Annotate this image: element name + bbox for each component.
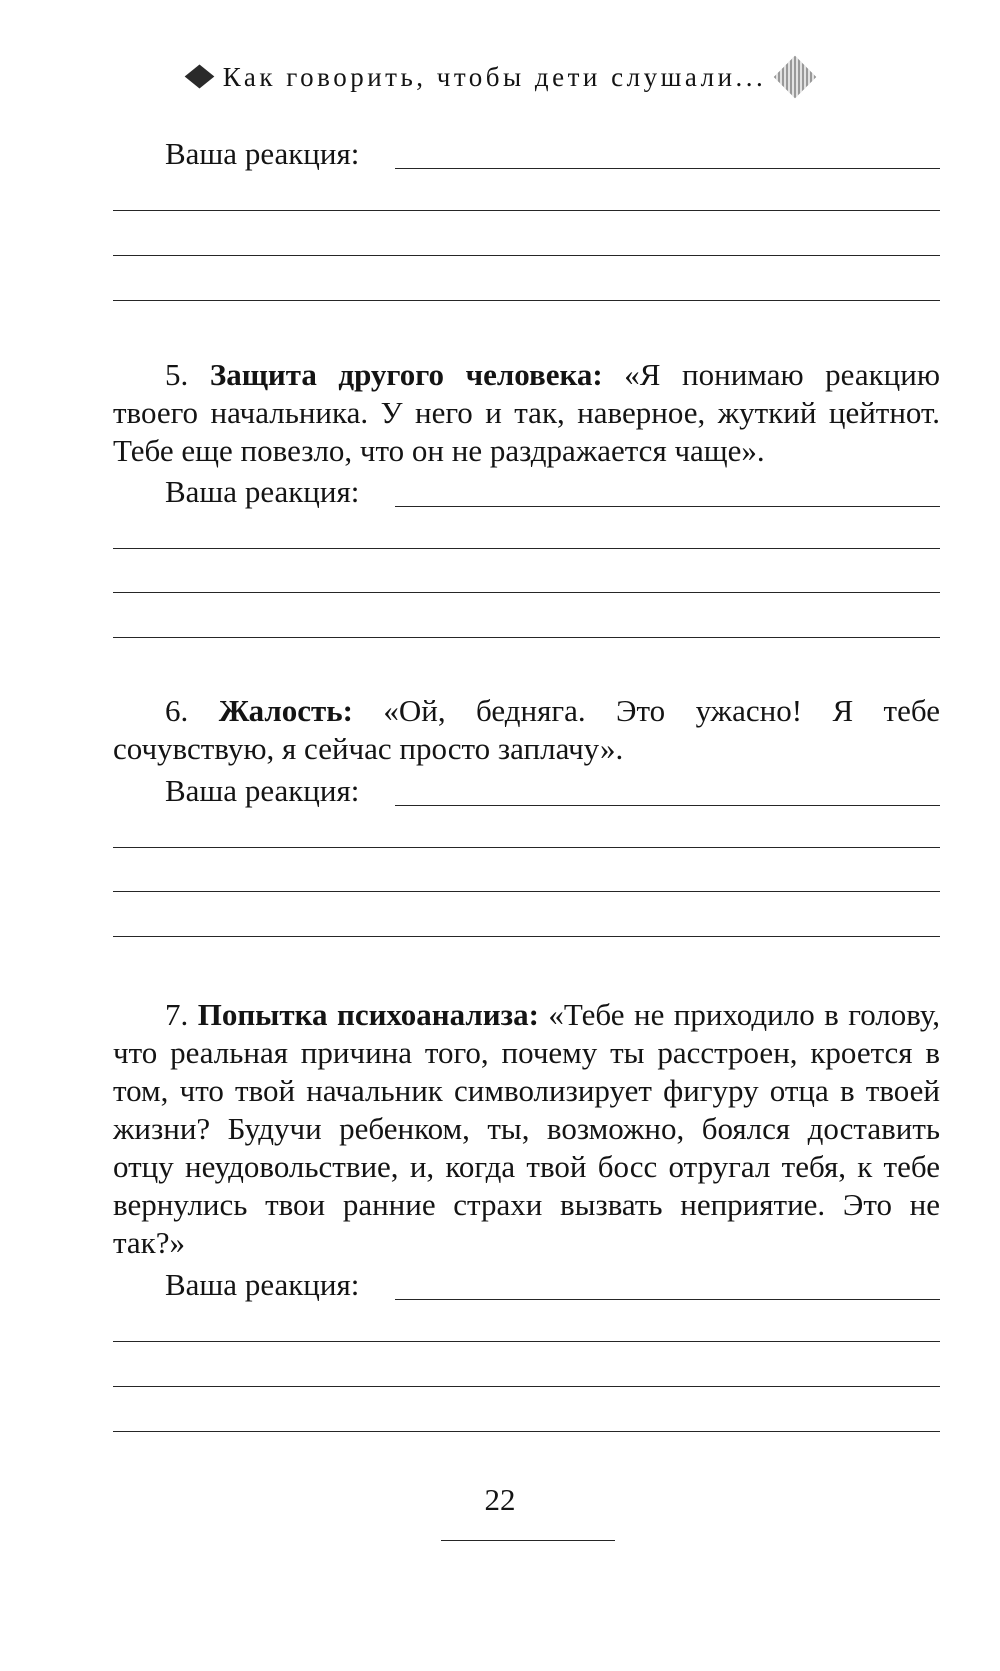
item-number: 6.	[165, 693, 189, 728]
diamond-bullet-icon	[184, 65, 214, 89]
response-label: Ваша реакция:	[165, 474, 360, 509]
response-line	[113, 548, 940, 549]
response-line	[113, 936, 940, 937]
item-quote: «Ой, бедняга. Это ужасно! Я тебе сочувствую, я сейчас просто заплачу».	[113, 693, 940, 766]
exercise-item-7	[113, 996, 940, 1262]
response-label: Ваша реакция:	[165, 1267, 360, 1302]
item-number: 7.	[165, 997, 189, 1032]
running-title: Как говорить, чтобы дети слушали...	[222, 61, 767, 92]
response-line	[113, 300, 940, 301]
response-blank	[395, 168, 940, 169]
response-blank	[395, 506, 940, 507]
exercise-item-5	[113, 356, 940, 470]
running-header	[0, 56, 1000, 92]
response-label: Ваша реакция:	[165, 136, 360, 171]
item-quote: «Я понимаю реакцию твоего начальника. У него и так, наверное, жуткий цейтнот. Тебе еще повезло, что он не раздражается чаще».	[113, 357, 940, 468]
response-line	[113, 255, 940, 256]
item-title: Защита другого человека:	[209, 357, 603, 392]
page-number: 22	[484, 1482, 516, 1517]
response-label: Ваша реакция:	[165, 773, 360, 808]
response-blank	[395, 1299, 940, 1300]
response-line	[113, 847, 940, 848]
response-line	[113, 210, 940, 211]
item-title: Попытка психоанализа:	[197, 997, 539, 1032]
response-line	[113, 1431, 940, 1432]
page-number-rule	[441, 1540, 615, 1541]
item-number: 5.	[165, 357, 189, 392]
dotted-diamond-icon	[774, 56, 816, 98]
item-quote: «Тебе не приходило в голову, что реальная причина того, почему ты расстроен, кроется в том, что твой начальник символизирует фигуру отца в твоей жизни? Будучи ребенком, ты, возможно, боялся доставить отцу неудовольствие, и, когда твой босс отругал тебя, к тебе вернулись твои ранние страхи вызвать неприятие. Это не так?»	[113, 997, 940, 1260]
response-line	[113, 1341, 940, 1342]
response-blank	[395, 805, 940, 806]
response-line	[113, 592, 940, 593]
response-line	[113, 891, 940, 892]
exercise-item-6	[113, 692, 940, 768]
response-line	[113, 1386, 940, 1387]
response-line	[113, 637, 940, 638]
item-title: Жалость:	[218, 693, 353, 728]
